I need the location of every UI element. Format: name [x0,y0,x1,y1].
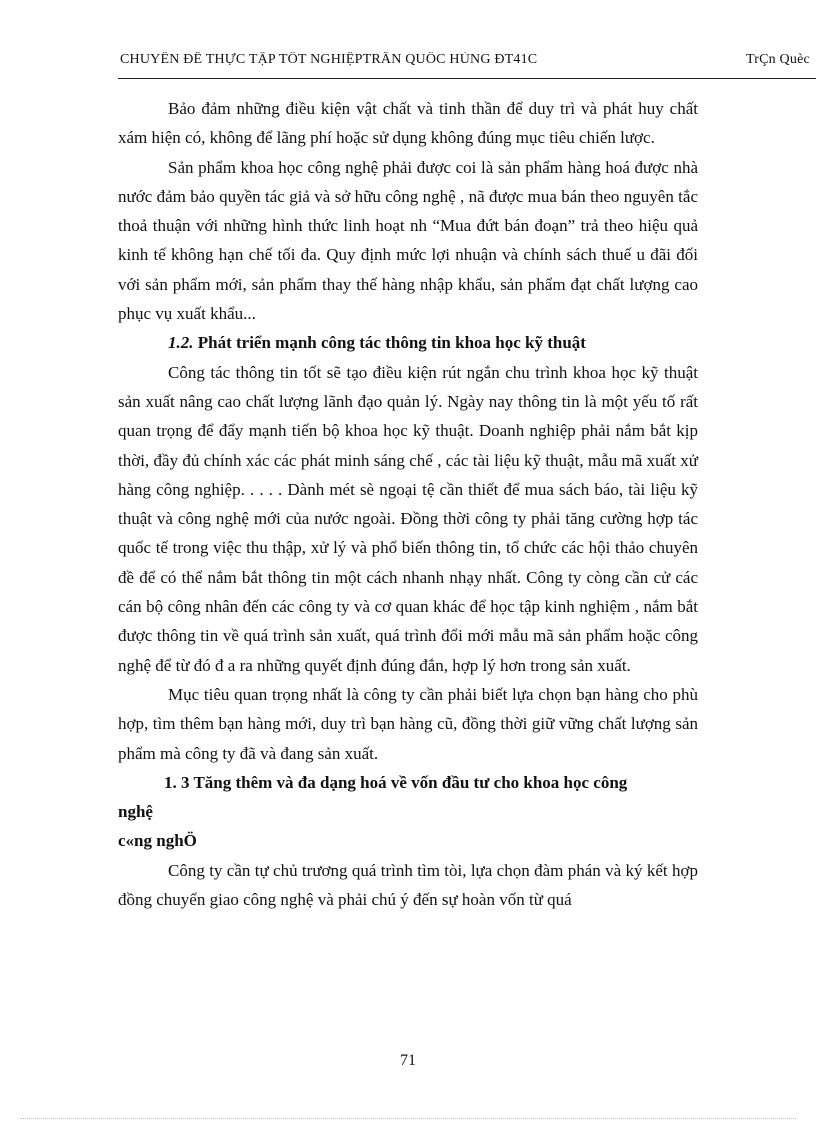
header-divider [118,78,816,79]
page-number: 71 [400,1052,416,1069]
section-heading-1-3 [118,768,698,827]
document-body [118,94,698,914]
section-heading-1-2 [118,328,698,357]
section-number-1-2: 1.2. [168,333,194,353]
paragraph-2: Sản phẩm khoa học công nghệ phải được coi là sản phẩm hàng hoá được nhà nước đảm bảo quyền tác giả và sở hữu công nghệ , nã được mua bán theo nguyên tắc thoả thuận với những hình thức linh hoạt nh “Mua đứt bán đoạn” trả theo hiệu quả kinh tế không hạn chế tối đa. Quy định mức lợi nhuận và chính sách thuế u đãi đối với sản phẩm mới, sản phẩm thay thế hàng nhập khẩu, sản phẩm đạt chất lượng cao phục vụ xuất khẩu... [118,157,698,324]
garbled-heading-text: c«ng nghÖ [118,831,197,851]
paragraph-5: Công ty cần tự chủ trương quá trình tìm tòi, lựa chọn đàm phán và ký kết hợp đồng chuyển giao công nghệ và phải chú ý đến sự hoàn vốn từ quá [118,860,698,910]
section-title-1-3-line-2: nghệ [118,802,153,822]
section-title-1-3-line-1: 1. 3 Tăng thêm và đa dạng hoá về vốn đầu tư cho khoa học công [164,772,628,792]
header-author: TrÇn Quèc [746,52,810,67]
page-header [120,52,816,76]
paragraph-1: Bảo đảm những điều kiện vật chất và tinh thần để duy trì và phát huy chất xám hiện có, không để lãng phí hoặc sử dụng không đúng mục tiêu chiến lược. [118,99,698,148]
footer-divider [20,1118,796,1119]
paragraph-4: Mục tiêu quan trọng nhất là công ty cần phải biết lựa chọn bạn hàng cho phù hợp, tìm thêm bạn hàng mới, duy trì bạn hàng cũ, đồng thời giữ vững chất lượng sản phẩm mà công ty đã và đang sản xuất. [118,684,698,763]
section-title-1-2: Phát triển mạnh công tác thông tin khoa học kỹ thuật [193,333,586,353]
paragraph-3: Công tác thông tin tốt sẽ tạo điều kiện rút ngắn chu trình khoa học kỹ thuật sản xuất nâng cao chất lượng lãnh đạo quản lý. Ngày nay thông tin là một yếu tố rất quan trọng để đẩy mạnh tiến bộ khoa học kỹ thuật. Doanh nghiệp phải nắm bắt kịp thời, đầy đủ chính xác các phát minh sáng chế , các tài liệu kỹ thuật, mẫu mã xuất xử hàng công nghiệp. . . . . Dành mét sè ngoại tệ cần thiết để mua sách báo, tài liệu kỹ thuật và công nghệ mới của nước ngoài. Đồng thời công ty phải tăng cường hợp tác quốc tế trong việc thu thập, xử lý và phổ biến thông tin, tổ chức các hội thảo chuyên đề để có thể nắm bắt thông tin một cách nhanh nhạy nhất. Công ty còng cần cử các cán bộ công nhân đến các công ty và cơ quan khác để học tập kinh nghiệm , nắm bắt được thông tin về quá trình sản xuất, quá trình đổi mới mẫu mã sản phẩm hoặc công nghệ để từ đó đ a ra những quyết định đúng đắn, hợp lý hơn trong sản xuất. [118,362,698,675]
header-title: CHUYÊN ĐỀ THỰC TẬP TỐT NGHIỆPTRẦN QUỐC HÙNG ĐT41C [120,52,538,67]
